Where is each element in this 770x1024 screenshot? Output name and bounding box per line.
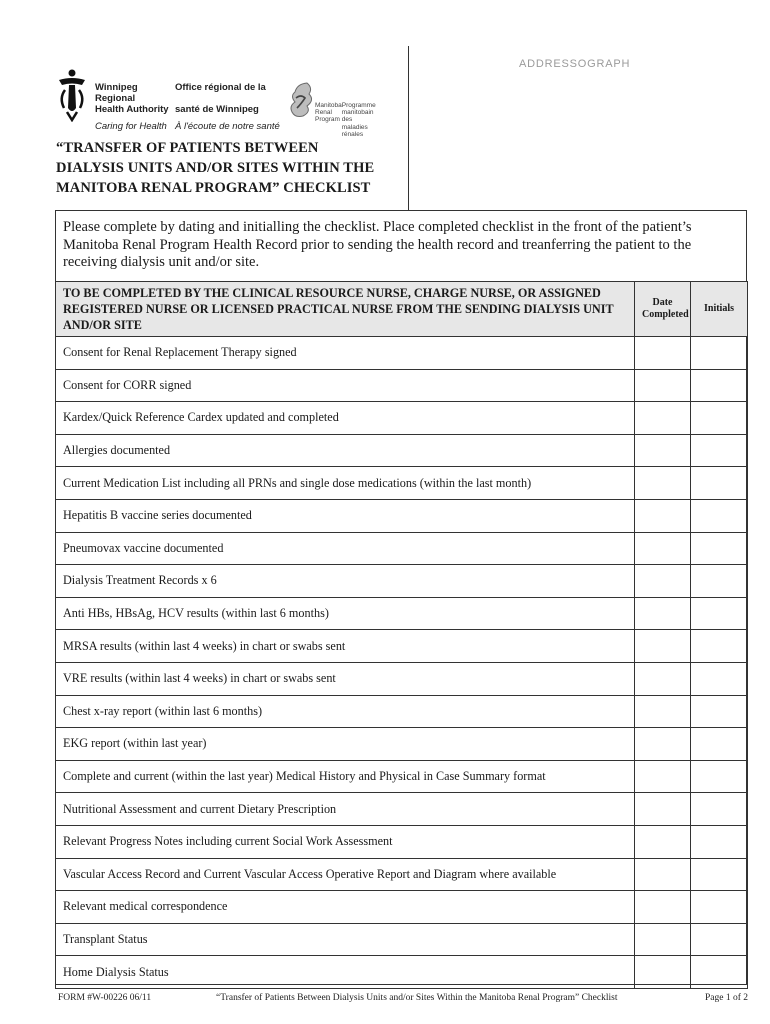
initials-field[interactable] [691,728,748,761]
initials-field[interactable] [691,825,748,858]
checklist-row [56,825,748,858]
wrha-tagline-fr: À l'écoute de notre santé [175,121,280,132]
checklist-row [56,499,748,532]
date-completed-field[interactable] [635,728,691,761]
initials-field[interactable] [691,662,748,695]
header-date-line-1: Date [652,297,673,308]
checklist-item-label: Relevant medical correspondence [56,891,635,924]
checklist-item-label: Pneumovax vaccine documented [56,532,635,565]
mrp-en-3: Program [315,116,340,124]
logo-area [55,68,385,138]
title-line-1: “TRANSFER OF PATIENTS BETWEEN [56,140,319,156]
date-completed-field[interactable] [635,499,691,532]
date-completed-field[interactable] [635,565,691,598]
date-completed-field[interactable] [635,369,691,402]
checklist-row [56,467,748,500]
date-completed-field[interactable] [635,891,691,924]
initials-field[interactable] [691,597,748,630]
checklist-item-label: Chest x-ray report (within last 6 months) [56,695,635,728]
addressograph-label: ADDRESSOGRAPH [519,58,631,70]
initials-field[interactable] [691,695,748,728]
date-completed-field[interactable] [635,760,691,793]
date-completed-field[interactable] [635,858,691,891]
wrha-wordmark [95,82,280,132]
checklist-row [56,760,748,793]
title-line-2: DIALYSIS UNITS AND/OR SITES WITHIN THE [56,160,375,176]
checklist-header-row [56,282,748,337]
checklist-item-label: Anti HBs, HBsAg, HCV results (within last 6 months) [56,597,635,630]
title-line-3: MANITOBA RENAL PROGRAM” CHECKLIST [56,180,371,196]
initials-field[interactable] [691,858,748,891]
checklist-row [56,728,748,761]
header-date-completed [635,282,691,337]
date-completed-field[interactable] [635,467,691,500]
initials-field[interactable] [691,891,748,924]
initials-field[interactable] [691,402,748,435]
instructions-text: Please complete by dating and initialling the checklist. Place completed checklist in the front of the patient’s Manitoba Renal Program Health Record prior to sending the health record and treanferring the patient to the receiving dialysis unit and/or site. [63,219,692,270]
mrp-fr-2: manitobain des [341,109,374,124]
date-completed-field[interactable] [635,630,691,663]
initials-field[interactable] [691,467,748,500]
checklist-item-label: Home Dialysis Status [56,956,635,989]
date-completed-field[interactable] [635,695,691,728]
checklist-row [56,695,748,728]
checklist-item-label: Hepatitis B vaccine series documented [56,499,635,532]
header-initials: Initials [691,282,748,337]
mrp-wordmark [315,102,385,138]
checklist-table [55,281,748,989]
initials-field[interactable] [691,369,748,402]
wrha-name-en-2: Health Authority [95,104,169,115]
checklist-row [56,337,748,370]
mrp-fr-3: maladies rénales [341,123,368,138]
date-completed-field[interactable] [635,402,691,435]
wrha-tagline-en: Caring for Health [95,121,167,132]
checklist-item-label: Nutritional Assessment and current Dietary Prescription [56,793,635,826]
mrp-logo-icon [287,80,315,120]
checklist-row [56,402,748,435]
checklist-box [55,210,747,985]
initials-field[interactable] [691,434,748,467]
initials-field[interactable] [691,956,748,989]
checklist-row [56,793,748,826]
date-completed-field[interactable] [635,825,691,858]
checklist-item-label: Kardex/Quick Reference Cardex updated and completed [56,402,635,435]
checklist-item-label: Current Medication List including all PRNs and single dose medications (within the last month) [56,467,635,500]
initials-field[interactable] [691,565,748,598]
date-completed-field[interactable] [635,793,691,826]
mrp-en-2: Renal [315,109,332,117]
checklist-item-label: Transplant Status [56,923,635,956]
wrha-name-fr-2: santé de Winnipeg [175,104,259,115]
mrp-fr-1: Programme [341,102,376,109]
mrp-en-1: Manitoba [315,102,342,109]
initials-field[interactable] [691,923,748,956]
wrha-name-en-1: Winnipeg Regional [95,82,138,104]
checklist-row [56,662,748,695]
document-title [56,138,396,198]
checklist-row [56,565,748,598]
checklist-row [56,956,748,989]
date-completed-field[interactable] [635,956,691,989]
checklist-item-label: Complete and current (within the last year) Medical History and Physical in Case Summary format [56,760,635,793]
page-number: Page 1 of 2 [704,993,748,1003]
header-date-line-2: Completed [642,309,689,320]
checklist-row [56,597,748,630]
initials-field[interactable] [691,532,748,565]
checklist-item-label: EKG report (within last year) [56,728,635,761]
addressograph-divider [408,46,409,210]
checklist-item-label: Vascular Access Record and Current Vascular Access Operative Report and Diagram where available [56,858,635,891]
footer-title: “Transfer of Patients Between Dialysis Units and/or Sites Within the Manitoba Renal Program” Checklist [216,993,618,1003]
checklist-item-label: MRSA results (within last 4 weeks) in chart or swabs sent [56,630,635,663]
checklist-row [56,923,748,956]
checklist-row [56,858,748,891]
form-number: FORM #W-00226 06/11 [58,993,152,1003]
checklist-item-label: Relevant Progress Notes including current Social Work Assessment [56,825,635,858]
date-completed-field[interactable] [635,532,691,565]
checklist-item-label: Consent for CORR signed [56,369,635,402]
checklist-item-label: Consent for Renal Replacement Therapy signed [56,337,635,370]
initials-field[interactable] [691,630,748,663]
date-completed-field[interactable] [635,923,691,956]
date-completed-field[interactable] [635,597,691,630]
checklist-row [56,630,748,663]
checklist-row [56,369,748,402]
initials-field[interactable] [691,499,748,532]
initials-field[interactable] [691,337,748,370]
initials-field[interactable] [691,793,748,826]
initials-field[interactable] [691,760,748,793]
checklist-row [56,434,748,467]
checklist-item-label: Allergies documented [56,434,635,467]
checklist-item-label: VRE results (within last 4 weeks) in chart or swabs sent [56,662,635,695]
checklist-item-label: Dialysis Treatment Records x 6 [56,565,635,598]
date-completed-field[interactable] [635,337,691,370]
date-completed-field[interactable] [635,662,691,695]
wrha-name-fr-1: Office régional de la [175,82,266,93]
wrha-logo-icon [55,68,89,122]
header-task: TO BE COMPLETED BY THE CLINICAL RESOURCE NURSE, CHARGE NURSE, OR ASSIGNED REGISTERED NURSE OR LICENSED PRACTICAL NURSE FROM THE SENDING DIALYSIS UNIT AND/OR SITE [56,282,635,337]
checklist-row [56,891,748,924]
date-completed-field[interactable] [635,434,691,467]
checklist-row [56,532,748,565]
